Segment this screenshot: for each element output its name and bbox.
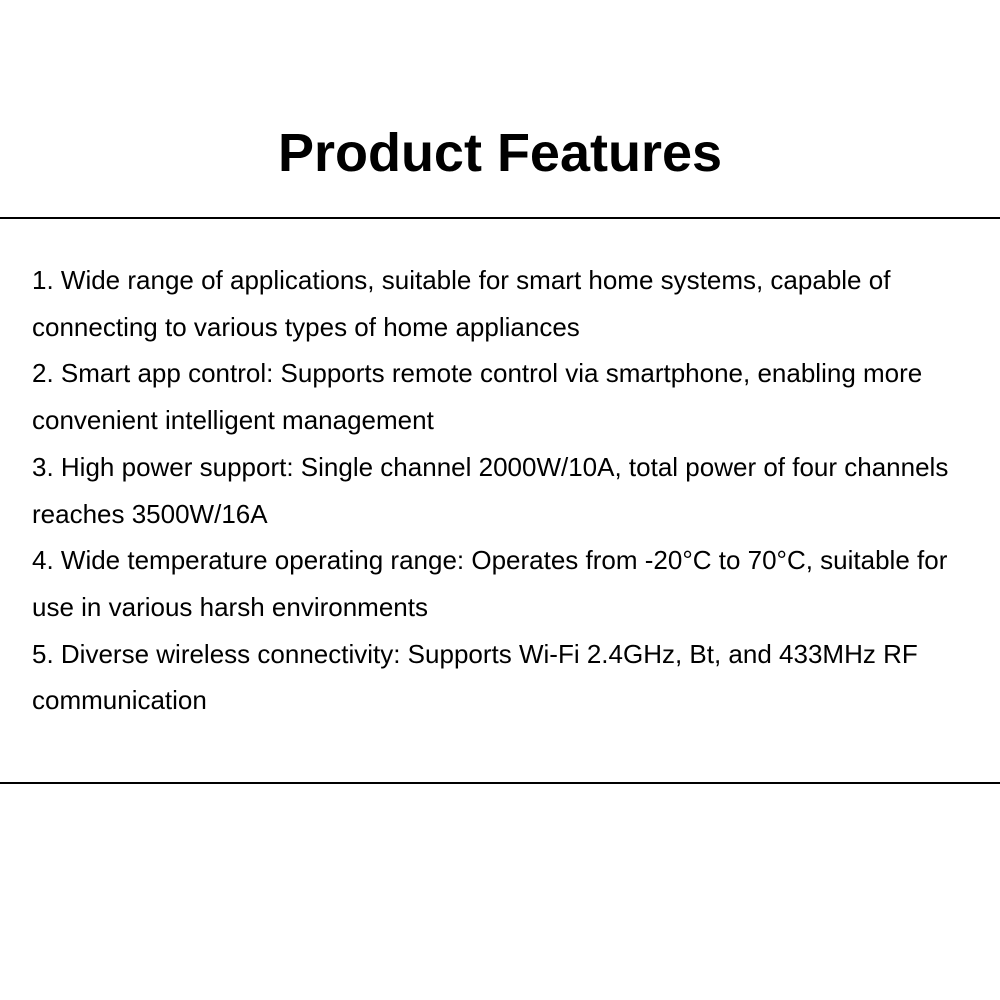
feature-item-2: 2. Smart app control: Supports remote control via smartphone, enabling more convenient intelligent management	[32, 358, 923, 436]
page-title: Product Features	[277, 123, 723, 183]
feature-item-5: 5. Diverse wireless connectivity: Supports Wi-Fi 2.4GHz, Bt, and 433MHz RF communication	[32, 638, 918, 716]
feature-item-3: 3. High power support: Single channel 2000W/10A, total power of four channels reaches 3500W/16A	[32, 451, 949, 529]
feature-item-1: 1. Wide range of applications, suitable for smart home systems, capable of connecting to various types of home appliances	[32, 265, 891, 342]
feature-item-4: 4. Wide temperature operating range: Operates from -20°C to 70°C, suitable for use in various harsh environments	[32, 545, 948, 622]
top-divider	[0, 217, 1000, 219]
feature-list	[32, 257, 992, 724]
bottom-divider	[0, 782, 1000, 784]
